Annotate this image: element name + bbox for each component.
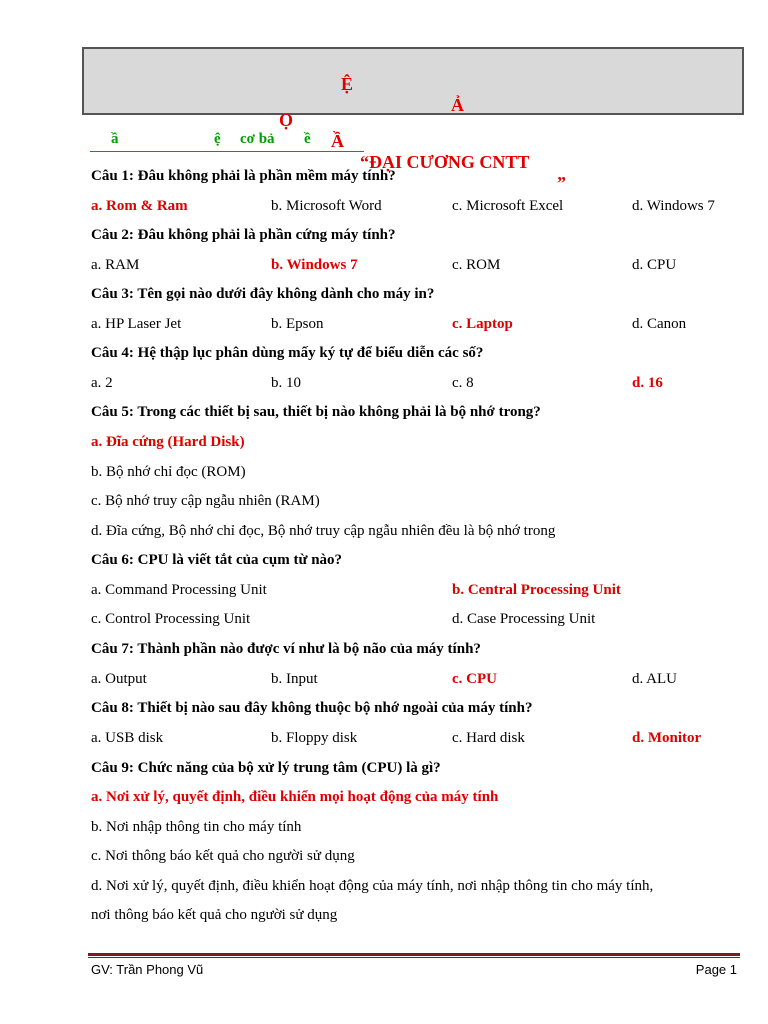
option-c: c. 8 (452, 375, 474, 391)
option-a: a. HP Laser Jet (91, 316, 182, 332)
option-b: b. Nơi nhập thông tin cho máy tính (91, 819, 302, 835)
option-c: c. Microsoft Excel (452, 198, 564, 214)
option-d: d. CPU (632, 257, 677, 273)
option-d: d. Windows 7 (632, 198, 715, 214)
option-c-correct: c. Laptop (452, 316, 513, 332)
option-b-correct: b. Windows 7 (271, 257, 358, 273)
option-c: c. Control Processing Unit (91, 611, 251, 627)
question-text: Câu 8: Thiết bị nào sau đây không thuộc bộ nhớ ngoài của máy tính? (91, 700, 533, 716)
question-3 (0, 286, 768, 308)
footer-author: GV: Trần Phong Vũ (91, 962, 204, 977)
option-d: d. Nơi xử lý, quyết định, điều khiển hoạt động của máy tính, nơi nhập thông tin cho máy tính, (91, 878, 654, 894)
option-row (0, 819, 768, 841)
option-c-correct: c. CPU (452, 671, 497, 687)
footer-rule (88, 953, 740, 956)
option-b-correct: b. Central Processing Unit (452, 582, 621, 598)
title-line-2 (84, 89, 742, 215)
option-a: a. USB disk (91, 730, 164, 746)
question-text: Câu 4: Hệ thập lục phân dùng mấy ký tự để biểu diễn các số? (91, 345, 484, 361)
title-fragment: Ầ (331, 131, 344, 151)
question-9 (0, 760, 768, 782)
section-heading (90, 131, 364, 152)
option-row (0, 878, 768, 900)
options-8 (0, 730, 768, 752)
options-4 (0, 375, 768, 397)
option-row (0, 464, 768, 486)
option-d-correct: d. Monitor (632, 730, 702, 746)
title-main: “ĐẠI CƯƠNG CNTT (360, 152, 530, 172)
option-b: b. Microsoft Word (271, 198, 382, 214)
option-a: a. RAM (91, 257, 140, 273)
question-text: Câu 3: Tên gọi nào dưới đây không dành cho máy in? (91, 286, 435, 302)
title-fragment: ” (557, 173, 566, 193)
option-c: c. Hard disk (452, 730, 525, 746)
option-a: a. Output (91, 671, 147, 687)
option-a-correct: a. Nơi xử lý, quyết định, điều khiển mọi hoạt động của máy tính (91, 789, 499, 805)
section-fragment: ệ (214, 131, 221, 147)
question-text: Câu 2: Đâu không phải là phần cứng máy tính? (91, 227, 396, 243)
section-fragment: ề (304, 131, 311, 147)
option-d: d. Đĩa cứng, Bộ nhớ chỉ đọc, Bộ nhớ truy cập ngẫu nhiên đều là bộ nhớ trong (91, 523, 556, 539)
option-row (0, 848, 768, 870)
option-d-correct: d. 16 (632, 375, 663, 391)
option-a-correct: a. Rom & Ram (91, 198, 188, 214)
option-d: d. Case Processing Unit (452, 611, 596, 627)
title-fragment: Ọ (279, 110, 294, 130)
option-c: c. ROM (452, 257, 501, 273)
option-row (0, 907, 768, 929)
question-4 (0, 345, 768, 367)
question-1 (0, 168, 768, 190)
options-1 (0, 198, 768, 220)
question-text: Câu 1: Đâu không phải là phần mềm máy tính? (91, 168, 396, 184)
option-b: b. 10 (271, 375, 301, 391)
option-d: d. ALU (632, 671, 677, 687)
title-fragment: Ệ (341, 74, 354, 94)
options-2 (0, 257, 768, 279)
footer-rule (88, 957, 740, 958)
question-text: Câu 7: Thành phần nào được ví như là bộ não của máy tính? (91, 641, 481, 657)
options-6-row1 (0, 582, 768, 604)
option-row (0, 434, 768, 456)
option-b: b. Input (271, 671, 318, 687)
section-fragment: ầ (111, 131, 119, 147)
option-c: c. Nơi thông báo kết quả cho người sử dụng (91, 848, 355, 864)
option-row (0, 789, 768, 811)
question-8 (0, 700, 768, 722)
question-2 (0, 227, 768, 249)
option-row (0, 523, 768, 545)
section-fragment: cơ bả (240, 131, 275, 147)
title-fragment: Ả (451, 95, 464, 115)
option-b: b. Epson (271, 316, 324, 332)
option-b: b. Bộ nhớ chỉ đọc (ROM) (91, 464, 246, 480)
question-6 (0, 552, 768, 574)
question-text: Câu 9: Chức năng của bộ xử lý trung tâm (CPU) là gì? (91, 760, 441, 776)
options-7 (0, 671, 768, 693)
option-row (0, 493, 768, 515)
option-a: a. 2 (91, 375, 113, 391)
option-a-correct: a. Đĩa cứng (Hard Disk) (91, 434, 245, 450)
question-7 (0, 641, 768, 663)
option-c: c. Bộ nhớ truy cập ngẫu nhiên (RAM) (91, 493, 320, 509)
option-a: a. Command Processing Unit (91, 582, 267, 598)
options-3 (0, 316, 768, 338)
option-d-continued: nơi thông báo kết quả cho người sử dụng (91, 907, 338, 923)
options-6-row2 (0, 611, 768, 633)
option-d: d. Canon (632, 316, 687, 332)
question-text: Câu 6: CPU là viết tắt của cụm từ nào? (91, 552, 343, 568)
question-text: Câu 5: Trong các thiết bị sau, thiết bị nào không phải là bộ nhớ trong? (91, 404, 541, 420)
option-b: b. Floppy disk (271, 730, 358, 746)
footer-page-number: Page 1 (695, 962, 737, 977)
question-5 (0, 404, 768, 426)
